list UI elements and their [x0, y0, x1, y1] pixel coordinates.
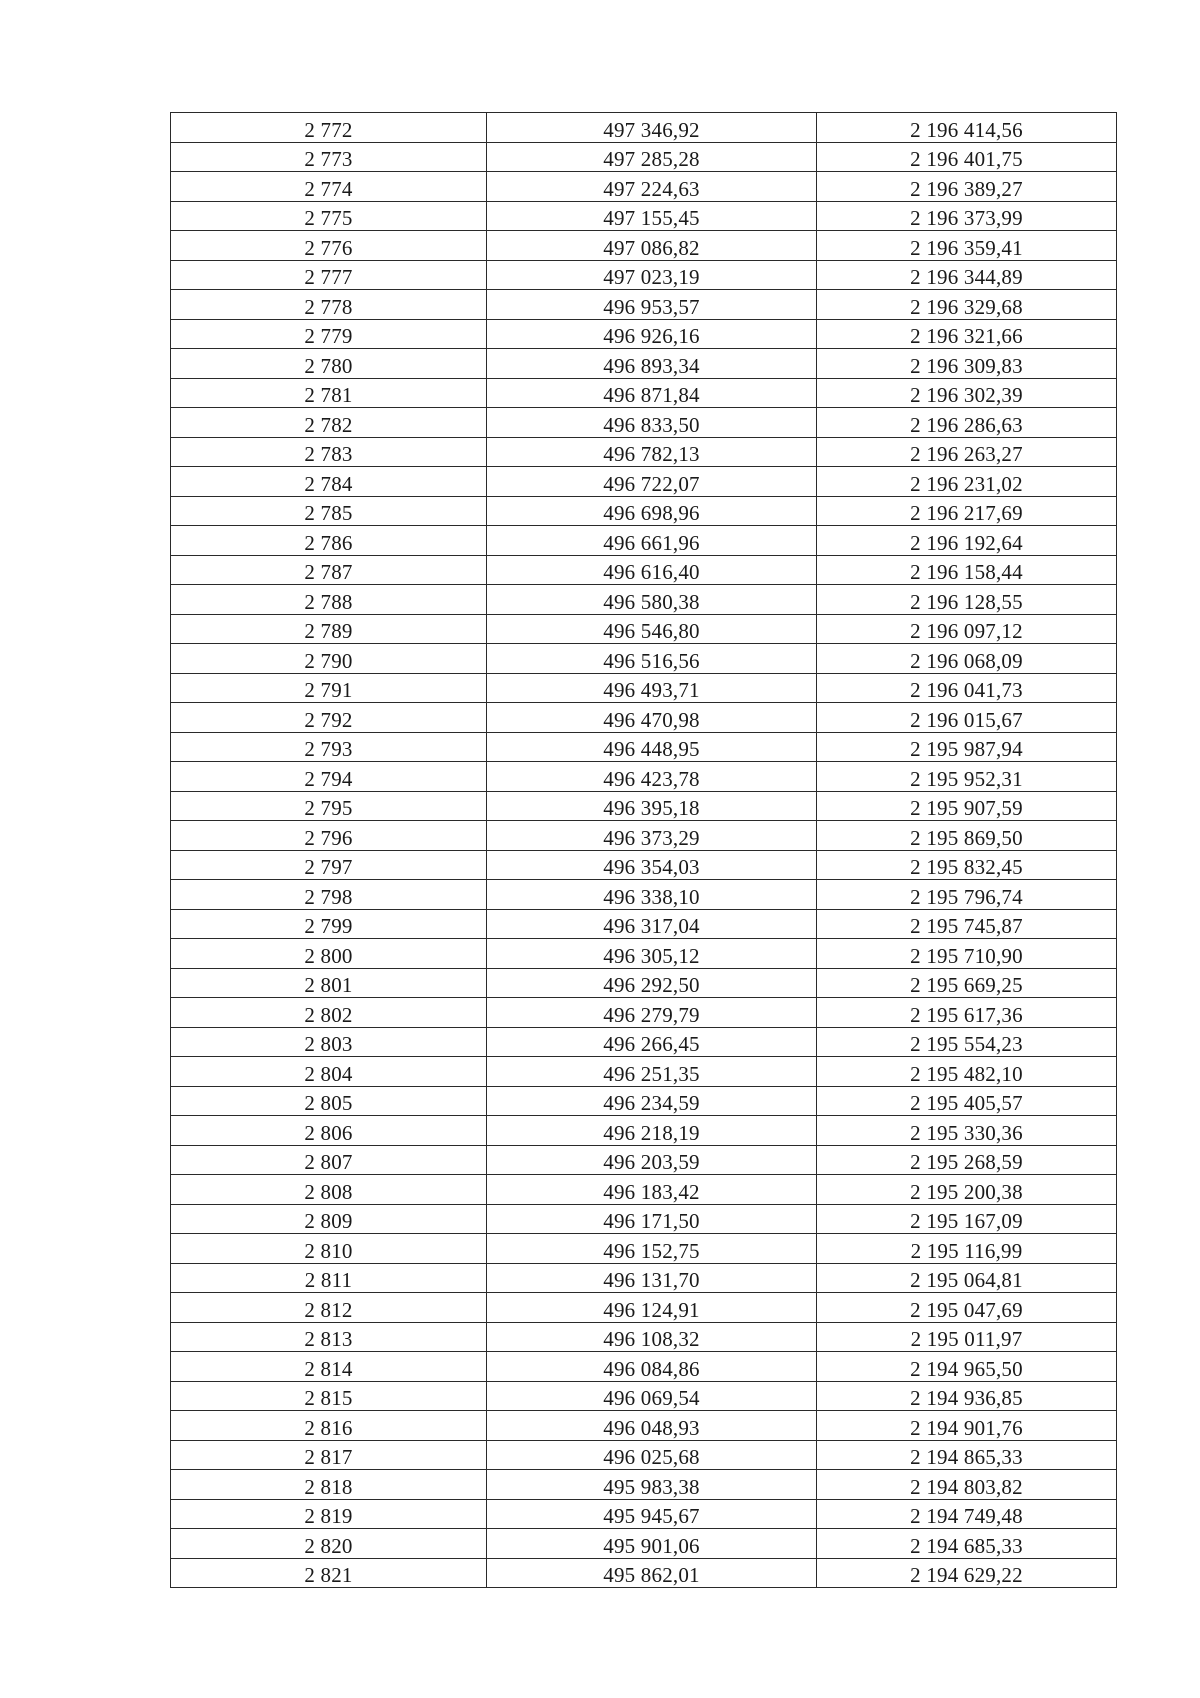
x-coordinate-cell: 495 901,06 — [487, 1529, 817, 1559]
point-number-cell: 2 787 — [171, 555, 487, 585]
table-row — [171, 1234, 1117, 1264]
table-row — [171, 1411, 1117, 1441]
x-coordinate-cell: 496 292,50 — [487, 968, 817, 998]
x-coordinate-cell: 496 069,54 — [487, 1381, 817, 1411]
table-row — [171, 260, 1117, 290]
y-coordinate-cell: 2 196 128,55 — [817, 585, 1117, 615]
x-coordinate-cell: 496 251,35 — [487, 1057, 817, 1087]
x-coordinate-cell: 496 871,84 — [487, 378, 817, 408]
table-row — [171, 1204, 1117, 1234]
x-coordinate-cell: 496 266,45 — [487, 1027, 817, 1057]
table-row — [171, 113, 1117, 143]
point-number-cell: 2 818 — [171, 1470, 487, 1500]
point-number-cell: 2 781 — [171, 378, 487, 408]
y-coordinate-cell: 2 196 263,27 — [817, 437, 1117, 467]
table-row — [171, 821, 1117, 851]
x-coordinate-cell: 496 338,10 — [487, 880, 817, 910]
table-row — [171, 762, 1117, 792]
point-number-cell: 2 801 — [171, 968, 487, 998]
y-coordinate-cell: 2 196 015,67 — [817, 703, 1117, 733]
x-coordinate-cell: 496 546,80 — [487, 614, 817, 644]
point-number-cell: 2 816 — [171, 1411, 487, 1441]
point-number-cell: 2 796 — [171, 821, 487, 851]
point-number-cell: 2 804 — [171, 1057, 487, 1087]
x-coordinate-cell: 496 953,57 — [487, 290, 817, 320]
point-number-cell: 2 811 — [171, 1263, 487, 1293]
point-number-cell: 2 812 — [171, 1293, 487, 1323]
y-coordinate-cell: 2 194 685,33 — [817, 1529, 1117, 1559]
x-coordinate-cell: 496 448,95 — [487, 732, 817, 762]
x-coordinate-cell: 496 279,79 — [487, 998, 817, 1028]
table-row — [171, 526, 1117, 556]
point-number-cell: 2 805 — [171, 1086, 487, 1116]
table-row — [171, 290, 1117, 320]
x-coordinate-cell: 496 048,93 — [487, 1411, 817, 1441]
point-number-cell: 2 792 — [171, 703, 487, 733]
table-row — [171, 496, 1117, 526]
x-coordinate-cell: 496 305,12 — [487, 939, 817, 969]
point-number-cell: 2 813 — [171, 1322, 487, 1352]
x-coordinate-cell: 496 084,86 — [487, 1352, 817, 1382]
x-coordinate-cell: 496 926,16 — [487, 319, 817, 349]
table-row — [171, 1381, 1117, 1411]
point-number-cell: 2 817 — [171, 1440, 487, 1470]
y-coordinate-cell: 2 196 373,99 — [817, 201, 1117, 231]
y-coordinate-cell: 2 194 901,76 — [817, 1411, 1117, 1441]
y-coordinate-cell: 2 195 405,57 — [817, 1086, 1117, 1116]
point-number-cell: 2 815 — [171, 1381, 487, 1411]
point-number-cell: 2 777 — [171, 260, 487, 290]
x-coordinate-cell: 496 203,59 — [487, 1145, 817, 1175]
y-coordinate-cell: 2 196 068,09 — [817, 644, 1117, 674]
y-coordinate-cell: 2 196 329,68 — [817, 290, 1117, 320]
point-number-cell: 2 793 — [171, 732, 487, 762]
table-row — [171, 673, 1117, 703]
x-coordinate-cell: 496 025,68 — [487, 1440, 817, 1470]
y-coordinate-cell: 2 195 167,09 — [817, 1204, 1117, 1234]
y-coordinate-cell: 2 194 865,33 — [817, 1440, 1117, 1470]
y-coordinate-cell: 2 194 749,48 — [817, 1499, 1117, 1529]
table-row — [171, 1352, 1117, 1382]
point-number-cell: 2 772 — [171, 113, 487, 143]
point-number-cell: 2 789 — [171, 614, 487, 644]
point-number-cell: 2 778 — [171, 290, 487, 320]
table-row — [171, 1293, 1117, 1323]
table-row — [171, 1263, 1117, 1293]
table-row — [171, 998, 1117, 1028]
y-coordinate-cell: 2 196 309,83 — [817, 349, 1117, 379]
point-number-cell: 2 795 — [171, 791, 487, 821]
y-coordinate-cell: 2 194 803,82 — [817, 1470, 1117, 1500]
x-coordinate-cell: 496 698,96 — [487, 496, 817, 526]
x-coordinate-cell: 496 234,59 — [487, 1086, 817, 1116]
y-coordinate-cell: 2 196 231,02 — [817, 467, 1117, 497]
table-row — [171, 378, 1117, 408]
y-coordinate-cell: 2 195 669,25 — [817, 968, 1117, 998]
x-coordinate-cell: 496 124,91 — [487, 1293, 817, 1323]
x-coordinate-cell: 496 782,13 — [487, 437, 817, 467]
point-number-cell: 2 820 — [171, 1529, 487, 1559]
table-row — [171, 939, 1117, 969]
y-coordinate-cell: 2 195 832,45 — [817, 850, 1117, 880]
x-coordinate-cell: 496 580,38 — [487, 585, 817, 615]
table-row — [171, 408, 1117, 438]
point-number-cell: 2 790 — [171, 644, 487, 674]
table-row — [171, 555, 1117, 585]
y-coordinate-cell: 2 196 286,63 — [817, 408, 1117, 438]
point-number-cell: 2 799 — [171, 909, 487, 939]
y-coordinate-cell: 2 196 321,66 — [817, 319, 1117, 349]
x-coordinate-cell: 497 086,82 — [487, 231, 817, 261]
table-row — [171, 1086, 1117, 1116]
table-row — [171, 1322, 1117, 1352]
y-coordinate-cell: 2 195 987,94 — [817, 732, 1117, 762]
x-coordinate-cell: 496 354,03 — [487, 850, 817, 880]
coordinates-table — [170, 112, 1117, 1588]
point-number-cell: 2 782 — [171, 408, 487, 438]
x-coordinate-cell: 496 661,96 — [487, 526, 817, 556]
table-row — [171, 201, 1117, 231]
y-coordinate-cell: 2 195 554,23 — [817, 1027, 1117, 1057]
x-coordinate-cell: 496 218,19 — [487, 1116, 817, 1146]
x-coordinate-cell: 496 616,40 — [487, 555, 817, 585]
y-coordinate-cell: 2 196 344,89 — [817, 260, 1117, 290]
x-coordinate-cell: 496 722,07 — [487, 467, 817, 497]
table-row — [171, 1057, 1117, 1087]
table-row — [171, 1558, 1117, 1588]
x-coordinate-cell: 497 155,45 — [487, 201, 817, 231]
point-number-cell: 2 800 — [171, 939, 487, 969]
x-coordinate-cell: 496 152,75 — [487, 1234, 817, 1264]
table-row — [171, 172, 1117, 202]
x-coordinate-cell: 496 493,71 — [487, 673, 817, 703]
y-coordinate-cell: 2 195 617,36 — [817, 998, 1117, 1028]
point-number-cell: 2 786 — [171, 526, 487, 556]
table-row — [171, 1027, 1117, 1057]
x-coordinate-cell: 496 395,18 — [487, 791, 817, 821]
x-coordinate-cell: 495 945,67 — [487, 1499, 817, 1529]
y-coordinate-cell: 2 196 158,44 — [817, 555, 1117, 585]
y-coordinate-cell: 2 195 907,59 — [817, 791, 1117, 821]
y-coordinate-cell: 2 195 047,69 — [817, 1293, 1117, 1323]
point-number-cell: 2 783 — [171, 437, 487, 467]
table-row — [171, 585, 1117, 615]
x-coordinate-cell: 495 862,01 — [487, 1558, 817, 1588]
y-coordinate-cell: 2 195 116,99 — [817, 1234, 1117, 1264]
table-row — [171, 968, 1117, 998]
x-coordinate-cell: 496 108,32 — [487, 1322, 817, 1352]
table-row — [171, 614, 1117, 644]
table-row — [171, 1116, 1117, 1146]
y-coordinate-cell: 2 194 936,85 — [817, 1381, 1117, 1411]
table-row — [171, 909, 1117, 939]
y-coordinate-cell: 2 196 389,27 — [817, 172, 1117, 202]
point-number-cell: 2 788 — [171, 585, 487, 615]
x-coordinate-cell: 496 373,29 — [487, 821, 817, 851]
x-coordinate-cell: 496 183,42 — [487, 1175, 817, 1205]
x-coordinate-cell: 496 893,34 — [487, 349, 817, 379]
point-number-cell: 2 814 — [171, 1352, 487, 1382]
table-row — [171, 850, 1117, 880]
point-number-cell: 2 821 — [171, 1558, 487, 1588]
table-row — [171, 644, 1117, 674]
table-row — [171, 1440, 1117, 1470]
y-coordinate-cell: 2 196 097,12 — [817, 614, 1117, 644]
point-number-cell: 2 774 — [171, 172, 487, 202]
y-coordinate-cell: 2 196 192,64 — [817, 526, 1117, 556]
point-number-cell: 2 773 — [171, 142, 487, 172]
x-coordinate-cell: 496 516,56 — [487, 644, 817, 674]
coordinates-table-body — [171, 113, 1117, 1588]
y-coordinate-cell: 2 194 965,50 — [817, 1352, 1117, 1382]
y-coordinate-cell: 2 195 200,38 — [817, 1175, 1117, 1205]
point-number-cell: 2 784 — [171, 467, 487, 497]
y-coordinate-cell: 2 196 041,73 — [817, 673, 1117, 703]
y-coordinate-cell: 2 196 217,69 — [817, 496, 1117, 526]
y-coordinate-cell: 2 195 869,50 — [817, 821, 1117, 851]
point-number-cell: 2 775 — [171, 201, 487, 231]
table-row — [171, 437, 1117, 467]
table-row — [171, 142, 1117, 172]
point-number-cell: 2 798 — [171, 880, 487, 910]
table-row — [171, 1145, 1117, 1175]
table-row — [171, 1470, 1117, 1500]
point-number-cell: 2 791 — [171, 673, 487, 703]
y-coordinate-cell: 2 195 482,10 — [817, 1057, 1117, 1087]
x-coordinate-cell: 495 983,38 — [487, 1470, 817, 1500]
y-coordinate-cell: 2 195 268,59 — [817, 1145, 1117, 1175]
y-coordinate-cell: 2 196 414,56 — [817, 113, 1117, 143]
point-number-cell: 2 803 — [171, 1027, 487, 1057]
x-coordinate-cell: 496 833,50 — [487, 408, 817, 438]
point-number-cell: 2 808 — [171, 1175, 487, 1205]
x-coordinate-cell: 496 131,70 — [487, 1263, 817, 1293]
x-coordinate-cell: 496 317,04 — [487, 909, 817, 939]
table-row — [171, 231, 1117, 261]
table-row — [171, 1499, 1117, 1529]
y-coordinate-cell: 2 196 401,75 — [817, 142, 1117, 172]
point-number-cell: 2 785 — [171, 496, 487, 526]
y-coordinate-cell: 2 195 796,74 — [817, 880, 1117, 910]
table-row — [171, 732, 1117, 762]
table-row — [171, 319, 1117, 349]
point-number-cell: 2 819 — [171, 1499, 487, 1529]
y-coordinate-cell: 2 195 011,97 — [817, 1322, 1117, 1352]
point-number-cell: 2 809 — [171, 1204, 487, 1234]
y-coordinate-cell: 2 196 302,39 — [817, 378, 1117, 408]
x-coordinate-cell: 497 023,19 — [487, 260, 817, 290]
point-number-cell: 2 780 — [171, 349, 487, 379]
x-coordinate-cell: 497 346,92 — [487, 113, 817, 143]
point-number-cell: 2 779 — [171, 319, 487, 349]
table-row — [171, 791, 1117, 821]
y-coordinate-cell: 2 195 745,87 — [817, 909, 1117, 939]
point-number-cell: 2 797 — [171, 850, 487, 880]
table-row — [171, 1529, 1117, 1559]
y-coordinate-cell: 2 195 330,36 — [817, 1116, 1117, 1146]
y-coordinate-cell: 2 196 359,41 — [817, 231, 1117, 261]
point-number-cell: 2 806 — [171, 1116, 487, 1146]
x-coordinate-cell: 496 470,98 — [487, 703, 817, 733]
point-number-cell: 2 794 — [171, 762, 487, 792]
table-row — [171, 349, 1117, 379]
y-coordinate-cell: 2 194 629,22 — [817, 1558, 1117, 1588]
point-number-cell: 2 802 — [171, 998, 487, 1028]
point-number-cell: 2 807 — [171, 1145, 487, 1175]
y-coordinate-cell: 2 195 064,81 — [817, 1263, 1117, 1293]
y-coordinate-cell: 2 195 710,90 — [817, 939, 1117, 969]
table-row — [171, 703, 1117, 733]
x-coordinate-cell: 496 171,50 — [487, 1204, 817, 1234]
table-row — [171, 467, 1117, 497]
table-row — [171, 880, 1117, 910]
x-coordinate-cell: 497 224,63 — [487, 172, 817, 202]
point-number-cell: 2 776 — [171, 231, 487, 261]
y-coordinate-cell: 2 195 952,31 — [817, 762, 1117, 792]
x-coordinate-cell: 497 285,28 — [487, 142, 817, 172]
point-number-cell: 2 810 — [171, 1234, 487, 1264]
table-row — [171, 1175, 1117, 1205]
x-coordinate-cell: 496 423,78 — [487, 762, 817, 792]
